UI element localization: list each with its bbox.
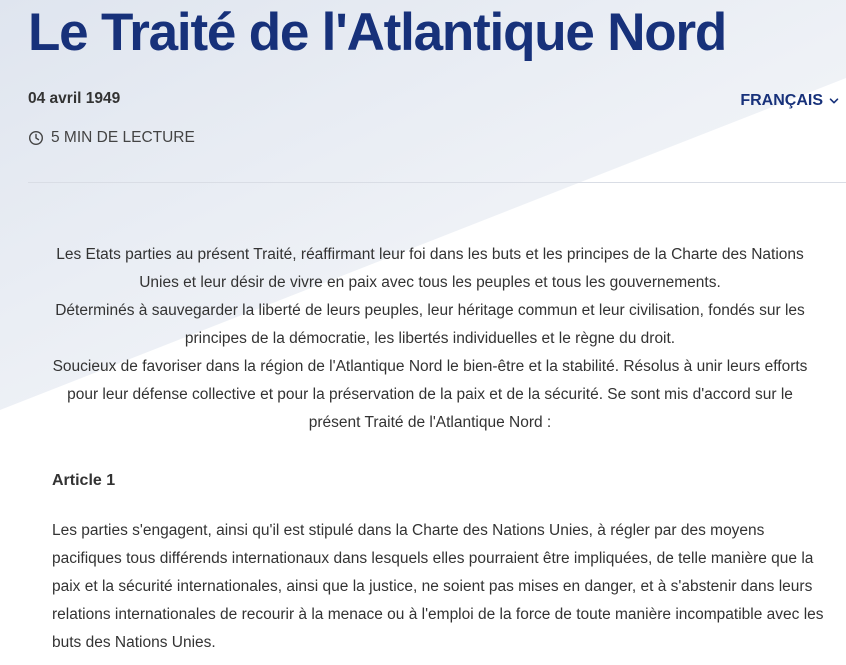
- header-divider: [28, 182, 846, 183]
- preamble-paragraph: Soucieux de favoriser dans la région de l'Atlantique Nord le bien-être et la stabilité. Résolus à unir leurs efforts pour leur défense collective et pour la préservation de la paix et de la sécurité. Se sont mis d'accord sur le présent Traité de l'Atlantique Nord :: [52, 358, 808, 431]
- preamble-paragraph: Déterminés à sauvegarder la liberté de leurs peuples, leur héritage commun et leur civilisation, fondés sur les principes de la démocratie, les libertés individuelles et le règne du droit.: [55, 302, 805, 347]
- chevron-down-icon: [829, 96, 839, 106]
- clock-icon: [28, 130, 44, 146]
- page-title: Le Traité de l'Atlantique Nord: [28, 3, 727, 62]
- preamble-paragraph: Les Etats parties au présent Traité, réaffirmant leur foi dans les buts et les principes de la Charte des Nations Unies et leur désir de vivre en paix avec tous les peuples et tous les gouvernements.: [56, 246, 804, 291]
- article-1-heading: Article 1: [52, 472, 116, 489]
- language-selector[interactable]: [740, 90, 839, 112]
- article-1-body: Les parties s'engagent, ainsi qu'il est stipulé dans la Charte des Nations Unies, à régler par des moyens pacifiques tous différends internationaux dans lesquels elles pourraient être impliquées, de telle manière que la paix et la sécurité internationales, ainsi que la justice, ne soient pas mises en danger, et à s'abstenir dans leurs relations internationales de recourir à la menace ou à l'emploi de la force de toute manière incompatible avec les buts des Nations Unies.: [52, 522, 824, 651]
- language-label: FRANÇAIS: [740, 92, 823, 109]
- publication-date: 04 avril 1949: [28, 90, 121, 107]
- reading-time: [28, 127, 195, 149]
- reading-time-label: 5 MIN DE LECTURE: [51, 129, 195, 146]
- treaty-preamble: [40, 241, 820, 437]
